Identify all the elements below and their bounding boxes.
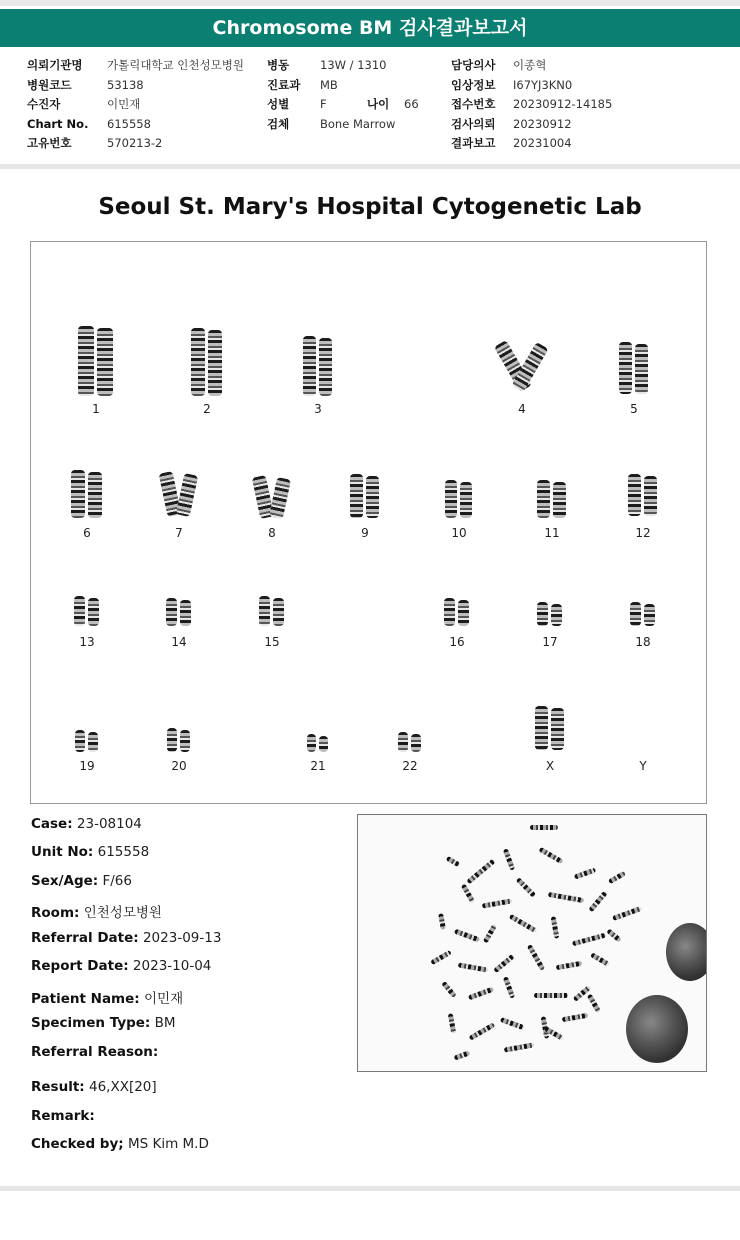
metaphase-chromosome: [461, 884, 475, 904]
chromosome: [191, 328, 205, 396]
chromosome: [635, 344, 648, 394]
metaphase-chromosome: [587, 994, 601, 1014]
info-row: 의뢰기관명 가톨릭대학교 인천성모병원: [27, 58, 244, 72]
metaphase-chromosome: [612, 906, 642, 921]
info-row: 결과보고 20231004: [451, 136, 572, 150]
top-border: [0, 0, 740, 6]
metaphase-chromosome: [509, 914, 537, 933]
chromosome: [167, 728, 177, 752]
chromosome-label: 5: [630, 402, 638, 416]
interphase-nucleus: [666, 923, 707, 981]
info-row: 고유번호 570213-2: [27, 136, 163, 150]
metaphase-chromosome: [590, 952, 610, 966]
chromosome-label: Y: [639, 759, 647, 773]
metaphase-chromosome: [534, 993, 568, 998]
metaphase-chromosome: [454, 1050, 471, 1060]
metaphase-chromosome: [493, 954, 515, 973]
chromosome-pair-13: [74, 596, 99, 626]
chromosome-pair-11: [537, 480, 566, 518]
chromosome-label: 21: [310, 759, 326, 773]
chromosome: [628, 474, 641, 516]
metaphase-chromosome: [448, 1013, 456, 1034]
metaphase-chromosome: [551, 916, 560, 939]
info-row: 임상정보 I67YJ3KN0: [451, 77, 573, 92]
chromosome-pair-2: [191, 328, 222, 396]
chromosome-pair-5: [619, 342, 648, 394]
metaphase-chromosome: [483, 924, 497, 944]
chromosome: [551, 708, 564, 750]
metaphase-chromosome: [574, 867, 596, 879]
chromosome-pair-9: [350, 474, 379, 518]
metaphase-chromosome: [458, 962, 488, 972]
chromosome: [88, 472, 102, 518]
chromosome-label: 15: [264, 635, 280, 649]
chromosome-pair-16: [444, 598, 469, 626]
chromosome: [180, 730, 190, 752]
detail-specimen-type: Specimen Type: BM: [31, 1015, 176, 1031]
chromosome-label: 22: [402, 759, 418, 773]
chromosome: [445, 480, 457, 518]
metaphase-chromosome: [608, 871, 626, 884]
info-row: 수진자 이민재: [27, 97, 141, 111]
chromosome: [535, 706, 548, 750]
chromosome-pair-14: [166, 598, 191, 626]
chromosome-pair-X: [535, 706, 564, 750]
info-row: 검체 Bone Marrow: [267, 116, 396, 131]
chromosome-label: 11: [544, 526, 560, 540]
chromosome-pair-1: [78, 326, 113, 396]
metaphase-chromosome: [562, 1013, 588, 1022]
chromosome: [303, 336, 316, 396]
chromosome-label: 16: [449, 635, 465, 649]
info-row: 검사의뢰 20230912: [451, 116, 572, 131]
chromosome: [619, 342, 632, 394]
age-label: 나이: [367, 97, 390, 111]
chromosome: [176, 473, 198, 517]
metaphase-chromosome: [438, 913, 446, 930]
info-column-1: [27, 56, 244, 154]
chromosome: [208, 330, 222, 396]
chromosome: [180, 600, 191, 626]
chromosome: [71, 470, 85, 518]
info-row: 성별 F 나이 66: [267, 95, 419, 115]
chromosome-label: 1: [92, 402, 100, 416]
chromosome-label: 14: [171, 635, 187, 649]
info-row: 담당의사 이종혁: [451, 58, 547, 72]
metaphase-chromosome: [469, 1022, 496, 1040]
chromosome-pair-21: [307, 734, 328, 752]
chromosome-label: 4: [518, 402, 526, 416]
chromosome-label: 2: [203, 402, 211, 416]
metaphase-chromosome: [530, 825, 558, 830]
chromosome-label: 9: [361, 526, 369, 540]
chromosome: [307, 734, 316, 752]
metaphase-chromosome: [588, 891, 607, 913]
info-row: 접수번호 20230912-14185: [451, 97, 613, 111]
chromosome: [411, 734, 421, 752]
chromosome-pair-18: [630, 602, 655, 626]
chromosome: [398, 732, 408, 752]
chromosome: [537, 480, 550, 518]
chromosome-pair-7: [163, 472, 194, 516]
chromosome: [458, 600, 469, 626]
info-column-3: [451, 56, 612, 154]
bottom-border: [0, 1186, 740, 1191]
chromosome: [644, 604, 655, 626]
detail-sex-age: Sex/Age: F/66: [31, 873, 132, 889]
detail-checked-by: Checked by; MS Kim M.D: [31, 1136, 209, 1152]
chromosome: [460, 482, 472, 518]
metaphase-chromosome: [527, 944, 545, 971]
metaphase-chromosome: [503, 848, 515, 870]
detail-result: Result: 46,XX[20]: [31, 1079, 157, 1095]
section-divider: [0, 164, 740, 169]
chromosome-pair-12: [628, 474, 657, 516]
metaphase-chromosome: [556, 961, 582, 970]
metaphase-image: [357, 814, 707, 1072]
metaphase-chromosome: [466, 859, 495, 885]
chromosome: [269, 477, 291, 519]
report-title: Chromosome BM 검사결과보고서: [0, 9, 740, 47]
detail-unit-no: Unit No: 615558: [31, 844, 150, 860]
metaphase-chromosome: [468, 987, 494, 1001]
chromosome-label: 19: [79, 759, 95, 773]
chromosome: [88, 732, 98, 752]
chromosome: [553, 482, 566, 518]
chromosome-label: X: [545, 759, 555, 773]
chromosome: [551, 604, 562, 626]
metaphase-chromosome: [516, 877, 537, 898]
metaphase-chromosome: [482, 898, 512, 908]
chromosome: [75, 730, 85, 752]
metaphase-chromosome: [606, 928, 621, 942]
chromosome-label: 3: [314, 402, 322, 416]
chromosome-label: 17: [542, 635, 558, 649]
metaphase-chromosome: [548, 892, 584, 903]
chromosome: [644, 476, 657, 516]
metaphase-chromosome: [503, 976, 515, 998]
chromosome-pair-10: [445, 480, 472, 518]
metaphase-chromosome: [430, 950, 452, 965]
detail-room: Room: 인천성모병원: [31, 905, 162, 921]
chromosome: [537, 602, 548, 626]
chromosome-pair-8: [256, 476, 287, 518]
chromosome-label: 18: [635, 635, 651, 649]
info-row: 병원코드 53138: [27, 77, 144, 92]
interphase-nucleus: [626, 995, 688, 1063]
metaphase-chromosome: [454, 929, 480, 943]
metaphase-chromosome: [500, 1017, 524, 1030]
metaphase-chromosome: [572, 933, 606, 947]
info-row: 진료과 MB: [267, 77, 338, 92]
chromosome: [630, 602, 641, 626]
metaphase-chromosome: [441, 981, 456, 998]
chromosome: [88, 598, 99, 626]
karyotype-panel: [30, 241, 707, 804]
chromosome-label: 12: [635, 526, 651, 540]
info-row: 병동 13W / 1310: [267, 58, 387, 72]
detail-case: Case: 23-08104: [31, 816, 142, 832]
chromosome-pair-4: [506, 340, 537, 392]
chromosome-pair-22: [398, 732, 421, 752]
chromosome: [319, 338, 332, 396]
chromosome: [444, 598, 455, 626]
lab-title: Seoul St. Mary's Hospital Cytogenetic Lab: [98, 194, 642, 220]
chromosome: [97, 328, 113, 396]
detail-referral-date: Referral Date: 2023-09-13: [31, 930, 222, 946]
chromosome-pair-3: [303, 336, 332, 396]
chromosome-label: 10: [451, 526, 467, 540]
detail-patient-name: Patient Name: 이민재: [31, 991, 184, 1007]
detail-referral-reason: Referral Reason:: [31, 1044, 159, 1060]
chromosome-label: 13: [79, 635, 95, 649]
chromosome: [259, 596, 270, 626]
chromosome-label: 8: [268, 526, 276, 540]
chromosome: [366, 476, 379, 518]
metaphase-chromosome: [538, 847, 563, 864]
info-column-2: [267, 56, 419, 134]
chromosome-pair-15: [259, 596, 284, 626]
chromosome-label: 6: [83, 526, 91, 540]
chromosome: [78, 326, 94, 396]
age-value: 66: [404, 97, 419, 111]
chromosome-pair-20: [167, 728, 190, 752]
chromosome-label: 20: [171, 759, 187, 773]
detail-report-date: Report Date: 2023-10-04: [31, 958, 212, 974]
chromosome: [319, 736, 328, 752]
chromosome-pair-19: [75, 730, 98, 752]
detail-remark: Remark:: [31, 1108, 95, 1124]
metaphase-chromosome: [446, 856, 461, 867]
chromosome-pair-17: [537, 602, 562, 626]
chromosome-label: 7: [175, 526, 183, 540]
chromosome: [74, 596, 85, 626]
chromosome: [166, 598, 177, 626]
chromosome: [350, 474, 363, 518]
metaphase-chromosome: [504, 1042, 534, 1052]
chromosome: [273, 598, 284, 626]
chromosome-pair-6: [71, 470, 102, 518]
info-row: Chart No. 615558: [27, 116, 151, 131]
